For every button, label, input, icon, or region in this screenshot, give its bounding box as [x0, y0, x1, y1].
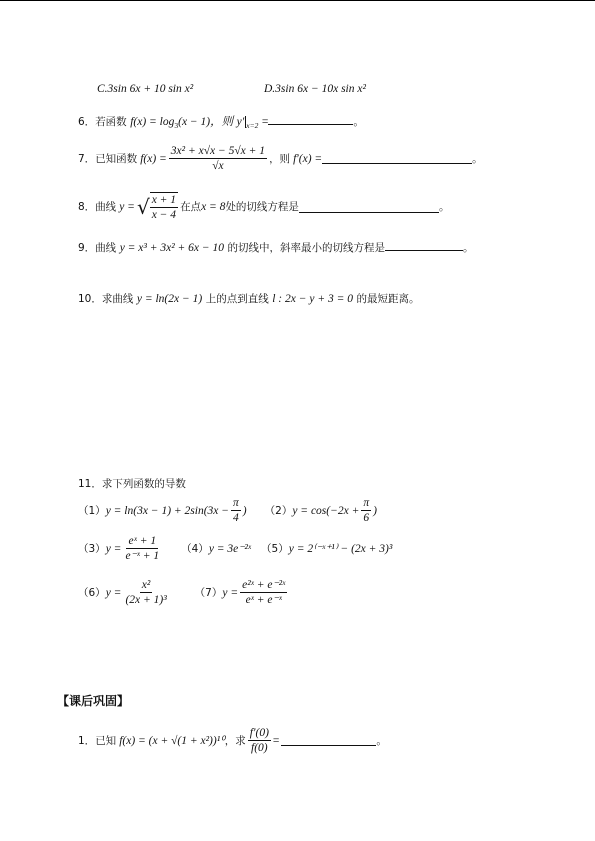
- question-10: [78, 292, 419, 306]
- q7-fraction: [169, 144, 267, 173]
- h1-den: f(0): [251, 742, 268, 754]
- h1-end: 。: [376, 734, 387, 747]
- q8-fraction: [150, 192, 178, 222]
- q10-number: 10．: [78, 293, 102, 305]
- q11-p7-num: e²ˣ + e⁻²ˣ: [242, 579, 286, 591]
- q11-p2-den: 6: [363, 512, 370, 524]
- q11-p1-fraction: [231, 496, 241, 525]
- q7-number: 7．: [78, 152, 96, 165]
- q8-point: x = 8: [201, 201, 226, 213]
- q11-p6-lhs: y =: [105, 586, 122, 599]
- q9-number: 9．: [78, 242, 96, 254]
- q11-p3-label: （3）: [78, 542, 106, 555]
- q8-denominator: x − 4: [151, 209, 177, 221]
- question-6: [78, 114, 364, 133]
- q6-end: 。: [353, 116, 364, 128]
- q11-row-3: [78, 578, 289, 607]
- q11-p2-close: ): [373, 504, 377, 517]
- q11-p3-lhs: y =: [105, 542, 122, 555]
- q6-eval: x=2: [246, 121, 259, 131]
- q7-answer-blank[interactable]: [322, 153, 472, 164]
- q11-p1-close: ): [242, 504, 247, 517]
- q11-p6-label: （6）: [78, 586, 106, 599]
- q11-p2-expr: y = cos(−2x +: [292, 504, 360, 517]
- q11-p1-num: π: [233, 497, 239, 509]
- choice-c: C.3sin 6x + 10 sin x²: [97, 83, 194, 95]
- q9-answer-blank[interactable]: [385, 240, 463, 251]
- h1-number: 1．: [78, 734, 96, 747]
- q10-mid: 上的点到直线: [205, 293, 269, 305]
- q11-p4-expr: y = 3e⁻²ˣ: [208, 542, 252, 555]
- q6-func: f(x) = log: [130, 116, 175, 128]
- q11-p6-fraction: [123, 578, 168, 607]
- q11-p1-expr: y = ln(3x − 1) + 2sin(3x −: [105, 504, 230, 517]
- q6-number: 6．: [78, 116, 96, 128]
- q10-line: l : 2x − y + 3 = 0: [272, 293, 353, 305]
- q8-end: 。: [438, 201, 450, 213]
- q8-mid: 在点: [180, 201, 202, 213]
- q10-expr: y = ln(2x − 1): [136, 293, 203, 305]
- q10-text: 求曲线: [101, 293, 134, 305]
- h1-fraction: [248, 726, 271, 755]
- q11-p2-num: π: [363, 497, 370, 509]
- q9-end: 。: [463, 242, 474, 254]
- q11-p3-den: e⁻ˣ + 1: [125, 550, 160, 562]
- h1-expr: f(x) = (x + √(1 + x²))¹⁰: [119, 734, 225, 747]
- q11-p4-label: （4）: [181, 542, 209, 555]
- q11-p7-label: （7）: [194, 586, 223, 599]
- q11-p3-num: eˣ + 1: [128, 535, 157, 547]
- q6-eq: =: [261, 116, 269, 128]
- question-9: [78, 240, 474, 255]
- section-heading: 【课后巩固】: [57, 694, 130, 708]
- top-rule: [0, 0, 595, 1]
- q11-p1-label: （1）: [78, 504, 106, 517]
- q11-p3-fraction: [123, 534, 161, 563]
- q8-number: 8．: [78, 201, 96, 213]
- q8-lhs: y =: [119, 201, 135, 213]
- q7-lhs: f(x) =: [140, 152, 167, 165]
- q6-base: 3: [174, 121, 179, 131]
- q6-arg: (x − 1)，则: [178, 116, 234, 128]
- q11-row-2: [78, 534, 392, 563]
- q11-p5-expr: y = 2⁽⁻ˣ⁺¹⁾ − (2x + 3)³: [288, 542, 393, 555]
- q11-p2-fraction: [361, 496, 371, 525]
- h1-eq: =: [272, 734, 280, 747]
- q6-text: 若函数: [95, 116, 127, 128]
- q11-p2-label: （2）: [264, 504, 293, 517]
- q7-denominator: √x: [212, 160, 224, 172]
- h1-answer-blank[interactable]: [281, 735, 376, 746]
- q7-end: 。: [472, 152, 483, 165]
- q7-mid: ，则: [269, 152, 291, 165]
- q7-deriv: f′(x) =: [293, 152, 323, 165]
- q11-p5-label: （5）: [261, 542, 289, 555]
- q11-p7-den: eˣ + e⁻ˣ: [245, 594, 282, 606]
- q10-tail: 的最短距离。: [356, 293, 420, 305]
- q8-numerator: x + 1: [151, 194, 177, 206]
- h1-num: f′(0): [249, 727, 269, 739]
- q7-numerator: 3x² + x√x − 5√x + 1: [170, 145, 266, 157]
- q8-answer-blank[interactable]: [299, 202, 439, 213]
- q11-p1-den: 4: [233, 512, 239, 524]
- q11-p7-lhs: y =: [222, 586, 239, 599]
- q11-p7-fraction: [240, 578, 287, 607]
- sqrt-icon: √: [136, 195, 150, 219]
- q11-row-1: [78, 496, 377, 525]
- q11-text: 求下列函数的导数: [101, 478, 186, 490]
- q6-answer-blank[interactable]: [268, 114, 353, 125]
- q9-expr: y = x³ + 3x² + 6x − 10: [119, 242, 225, 254]
- q11-number: 11．: [78, 478, 102, 490]
- question-11: [78, 477, 186, 491]
- q7-text: 已知函数: [95, 152, 138, 165]
- h1-text: 已知: [95, 734, 117, 747]
- q11-p6-num: x²: [141, 579, 151, 591]
- q6-yprime: y′: [236, 116, 245, 128]
- homework-1: [78, 726, 387, 755]
- h1-mid: ，求: [224, 734, 246, 747]
- q9-text: 曲线: [95, 242, 117, 254]
- q8-text: 曲线: [95, 201, 117, 213]
- question-8: [78, 192, 449, 222]
- question-7: [78, 144, 483, 173]
- q11-p6-den: (2x + 1)³: [125, 594, 167, 606]
- choice-d: D.3sin 6x − 10x sin x²: [264, 83, 366, 95]
- q9-tail: 的切线中，斜率最小的切线方程是: [227, 242, 386, 254]
- q8-tail: 处的切线方程是: [225, 201, 299, 213]
